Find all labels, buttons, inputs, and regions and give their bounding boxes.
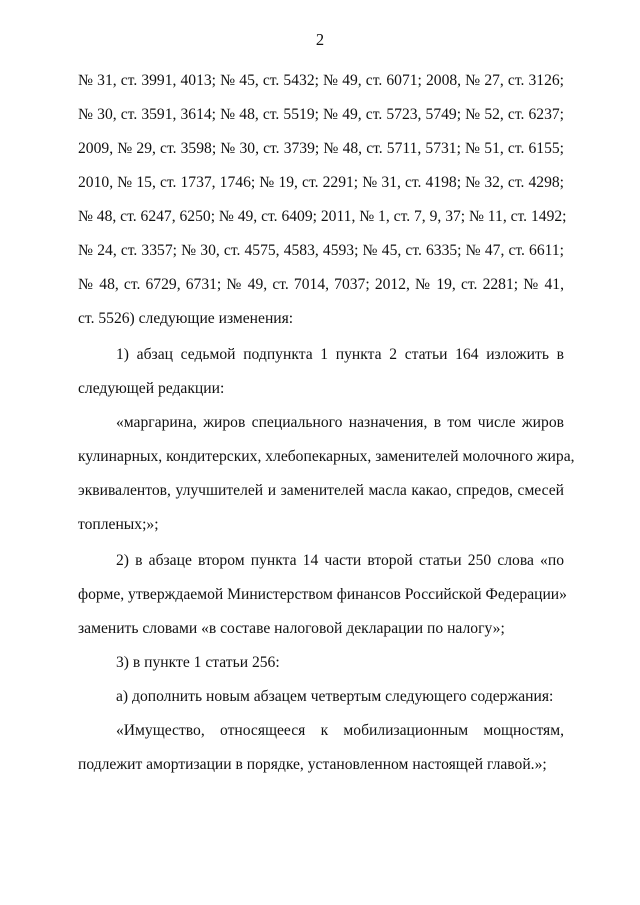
text-line: № 31, ст. 3991, 4013; № 45, ст. 5432; № 49, ст. 6071; 2008, № 27, ст. 3126;: [78, 72, 564, 89]
text-line: заменить словами «в составе налоговой декларации по налогу»;: [78, 620, 505, 637]
text-line: 2009, № 29, ст. 3598; № 30, ст. 3739; № 48, ст. 5711, 5731; № 51, ст. 6155;: [78, 140, 564, 157]
paragraph-item-2: [78, 544, 567, 646]
text-line: № 48, ст. 6729, 6731; № 49, ст. 7014, 7037; 2012, № 19, ст. 2281; № 41,: [78, 276, 564, 293]
text-line: № 48, ст. 6247, 6250; № 49, ст. 6409; 2011, № 1, ст. 7, 9, 37; № 11, ст. 1492;: [78, 208, 567, 225]
text-line: № 24, ст. 3357; № 30, ст. 4575, 4583, 4593; № 45, ст. 6335; № 47, ст. 6611;: [78, 242, 564, 259]
text-line: 2010, № 15, ст. 1737, 1746; № 19, ст. 2291; № 31, ст. 4198; № 32, ст. 4298;: [78, 174, 564, 191]
text-line: топленых;»;: [78, 516, 159, 533]
text-line: № 30, ст. 3591, 3614; № 48, ст. 5519; № 49, ст. 5723, 5749; № 52, ст. 6237;: [78, 106, 564, 123]
text-line: кулинарных, кондитерских, хлебопекарных, заменителей молочного жира,: [78, 448, 575, 465]
text-line: 2) в абзаце втором пункта 14 части второй статьи 250 слова «по: [116, 552, 564, 569]
paragraph-item-3: [78, 646, 564, 680]
paragraph-quote-1: [78, 406, 575, 542]
text-line: «маргарина, жиров специального назначения, в том числе жиров: [116, 414, 564, 431]
text-line: 3) в пункте 1 статьи 256:: [116, 654, 280, 671]
paragraph-amended-sources: [78, 64, 567, 336]
text-line: подлежит амортизации в порядке, установленном настоящей главой.»;: [78, 756, 547, 773]
paragraph-item-1: [78, 338, 564, 406]
text-line: «Имущество, относящееся к мобилизационным мощностям,: [116, 722, 564, 739]
text-line: ст. 5526) следующие изменения:: [78, 310, 294, 327]
text-line: а) дополнить новым абзацем четвертым следующего содержания:: [116, 688, 554, 705]
text-line: форме, утверждаемой Министерством финансов Российской Федерации»: [78, 586, 567, 603]
paragraph-quote-2: [78, 714, 564, 782]
text-line: 1) абзац седьмой подпункта 1 пункта 2 статьи 164 изложить в: [116, 346, 564, 363]
text-line: эквивалентов, улучшителей и заменителей масла какао, спредов, смесей: [78, 482, 564, 499]
paragraph-item-3a: [78, 680, 564, 714]
text-line: следующей редакции:: [78, 380, 225, 397]
page-number: 2: [315, 30, 325, 49]
